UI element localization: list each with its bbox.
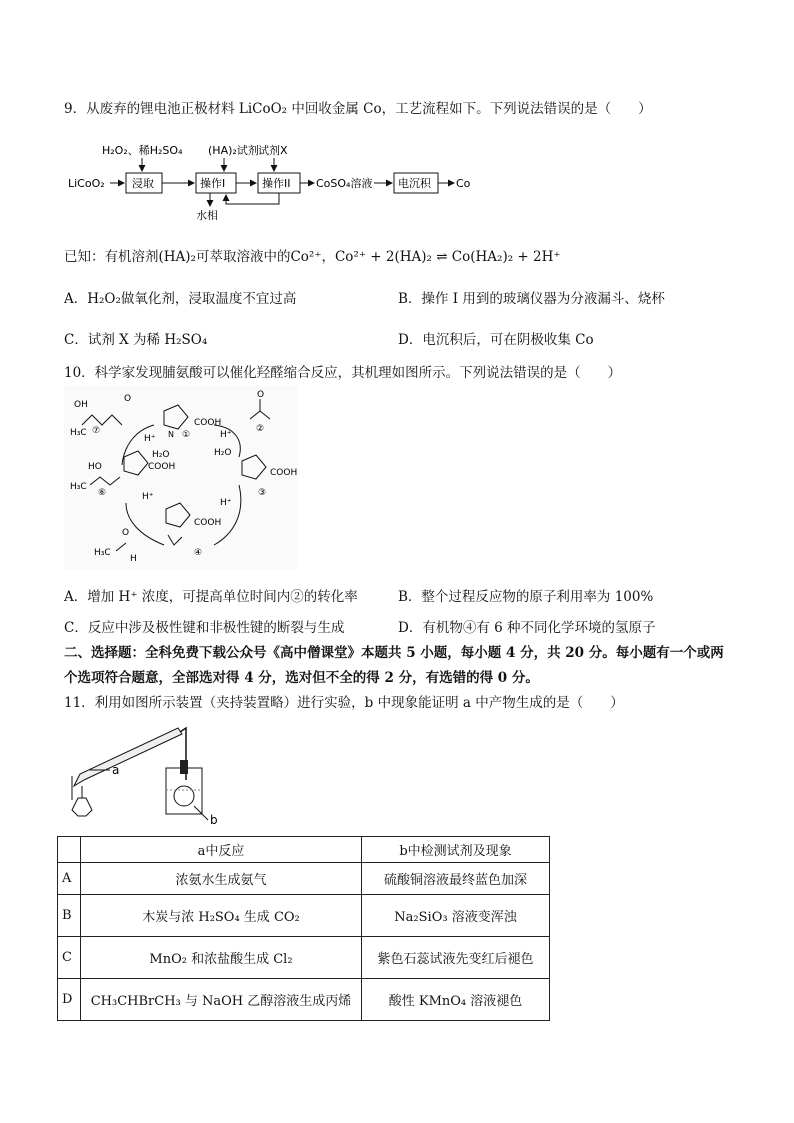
svg-text:H⁺: H⁺ <box>220 430 232 440</box>
table-cell: D <box>58 979 81 1021</box>
table-cell: 木炭与浓 H₂SO₄ 生成 CO₂ <box>81 895 362 937</box>
q9-option-a: A．H₂O₂做氧化剂，浸取温度不宜过高 <box>64 291 297 307</box>
svg-text:O: O <box>122 528 130 538</box>
q9-flowchart <box>66 138 506 226</box>
svg-text:O: O <box>257 390 265 400</box>
table-row <box>58 979 550 1021</box>
svg-text:COOH: COOH <box>270 468 298 478</box>
q11-apparatus-diagram <box>62 720 222 826</box>
svg-text:③: ③ <box>258 488 267 498</box>
table-cell: 酸性 KMnO₄ 溶液褪色 <box>362 979 550 1021</box>
svg-text:H⁺: H⁺ <box>142 492 154 502</box>
svg-text:H⁺: H⁺ <box>220 498 232 508</box>
box4-label: 电沉积 <box>398 177 431 190</box>
table-cell: B <box>58 895 81 937</box>
svg-text:H₃C: H₃C <box>94 548 111 558</box>
svg-text:④: ④ <box>194 548 203 558</box>
section2-heading-line2: 个选项符合题意，全部选对得 4 分，选对但不全的得 2 分，有选错的得 0 分。 <box>64 670 539 686</box>
box2-label: 操作I <box>200 177 226 190</box>
q9-stem: 9．从废弃的锂电池正极材料 LiCoO₂ 中回收金属 Co，工艺流程如下。下列说法错误的是（ ） <box>64 101 652 117</box>
svg-text:H⁺: H⁺ <box>144 434 156 444</box>
q9-known: 已知：有机溶剂(HA)₂可萃取溶液中的Co²⁺，Co²⁺ + 2(HA)₂ ⇌ Co(HA₂)₂ + 2H⁺ <box>64 249 561 265</box>
svg-text:⑦: ⑦ <box>92 426 101 436</box>
table-cell: MnO₂ 和浓盐酸生成 Cl₂ <box>81 937 362 979</box>
start-label: LiCoO₂ <box>68 177 105 190</box>
svg-text:O: O <box>124 394 132 404</box>
svg-text:H₂O: H₂O <box>152 450 170 460</box>
svg-text:H₃C: H₃C <box>70 482 87 492</box>
table-cell: C <box>58 937 81 979</box>
svg-text:H₂O: H₂O <box>214 448 232 458</box>
label-a: a <box>112 763 120 777</box>
q11-table <box>57 836 550 1021</box>
table-cell: A <box>58 863 81 895</box>
q10-option-d: D．有机物④有 6 种不同化学环境的氢原子 <box>398 620 656 636</box>
table-row <box>58 863 550 895</box>
q9-option-b: B．操作 I 用到的玻璃仪器为分液漏斗、烧杯 <box>398 291 665 307</box>
section2-heading-line1: 二、选择题：全科免费下载公众号《高中僧课堂》本题共 5 小题，每小题 4 分，共 20 分。每小题有一个或两 <box>64 645 724 661</box>
reagent3-label: 试剂X <box>258 144 288 157</box>
table-header-cell: b中检测试剂及现象 <box>362 837 550 863</box>
table-header-cell: a中反应 <box>81 837 362 863</box>
svg-text:N: N <box>168 430 174 439</box>
svg-text:HO: HO <box>88 462 102 472</box>
table-row <box>58 937 550 979</box>
q10-option-a: A．增加 H⁺ 浓度，可提高单位时间内②的转化率 <box>64 589 358 605</box>
svg-text:H₃C: H₃C <box>70 428 87 438</box>
svg-text:②: ② <box>256 424 265 434</box>
mid-label: CoSO₄溶液 <box>316 177 373 190</box>
table-cell: CH₃CHBrCH₃ 与 NaOH 乙醇溶液生成丙烯 <box>81 979 362 1021</box>
table-cell: 硫酸铜溶液最终蓝色加深 <box>362 863 550 895</box>
table-row <box>58 895 550 937</box>
q9-option-c: C．试剂 X 为稀 H₂SO₄ <box>64 332 208 348</box>
svg-text:COOH: COOH <box>194 518 222 528</box>
svg-text:COOH: COOH <box>148 462 176 472</box>
box1-label: 浸取 <box>132 177 154 190</box>
svg-text:H: H <box>130 554 137 564</box>
q10-option-b: B．整个过程反应物的原子利用率为 100% <box>398 589 654 605</box>
table-cell: Na₂SiO₃ 溶液变浑浊 <box>362 895 550 937</box>
alcohol-lamp <box>72 798 92 816</box>
table-cell: 浓氨水生成氨气 <box>81 863 362 895</box>
svg-text:①: ① <box>182 430 191 440</box>
reagent1-label: H₂O₂、稀H₂SO₄ <box>102 144 183 157</box>
end-label: Co <box>456 177 471 190</box>
box3-label: 操作II <box>262 177 291 190</box>
q11-stem: 11．利用如图所示装置（夹持装置略）进行实验，b 中现象能证明 a 中产物生成的是（ ） <box>64 695 624 711</box>
label-b: b <box>210 813 218 826</box>
table-header-cell <box>58 837 81 863</box>
waste-label: 水相 <box>196 209 218 222</box>
svg-text:OH: OH <box>74 400 88 410</box>
svg-text:⑥: ⑥ <box>98 488 107 498</box>
q9-option-d: D．电沉积后，可在阴极收集 Co <box>398 332 594 348</box>
beaker-b <box>166 768 202 814</box>
svg-text:COOH: COOH <box>194 418 222 428</box>
table-header-row <box>58 837 550 863</box>
q10-mechanism-diagram <box>64 385 298 569</box>
reagent2-label: (HA)₂试剂 <box>208 144 259 157</box>
q10-stem: 10．科学家发现脯氨酸可以催化羟醛缩合反应，其机理如图所示。下列说法错误的是（ ） <box>64 365 622 381</box>
table-cell: 紫色石蕊试液先变红后褪色 <box>362 937 550 979</box>
q10-option-c: C．反应中涉及极性键和非极性键的断裂与生成 <box>64 620 345 636</box>
